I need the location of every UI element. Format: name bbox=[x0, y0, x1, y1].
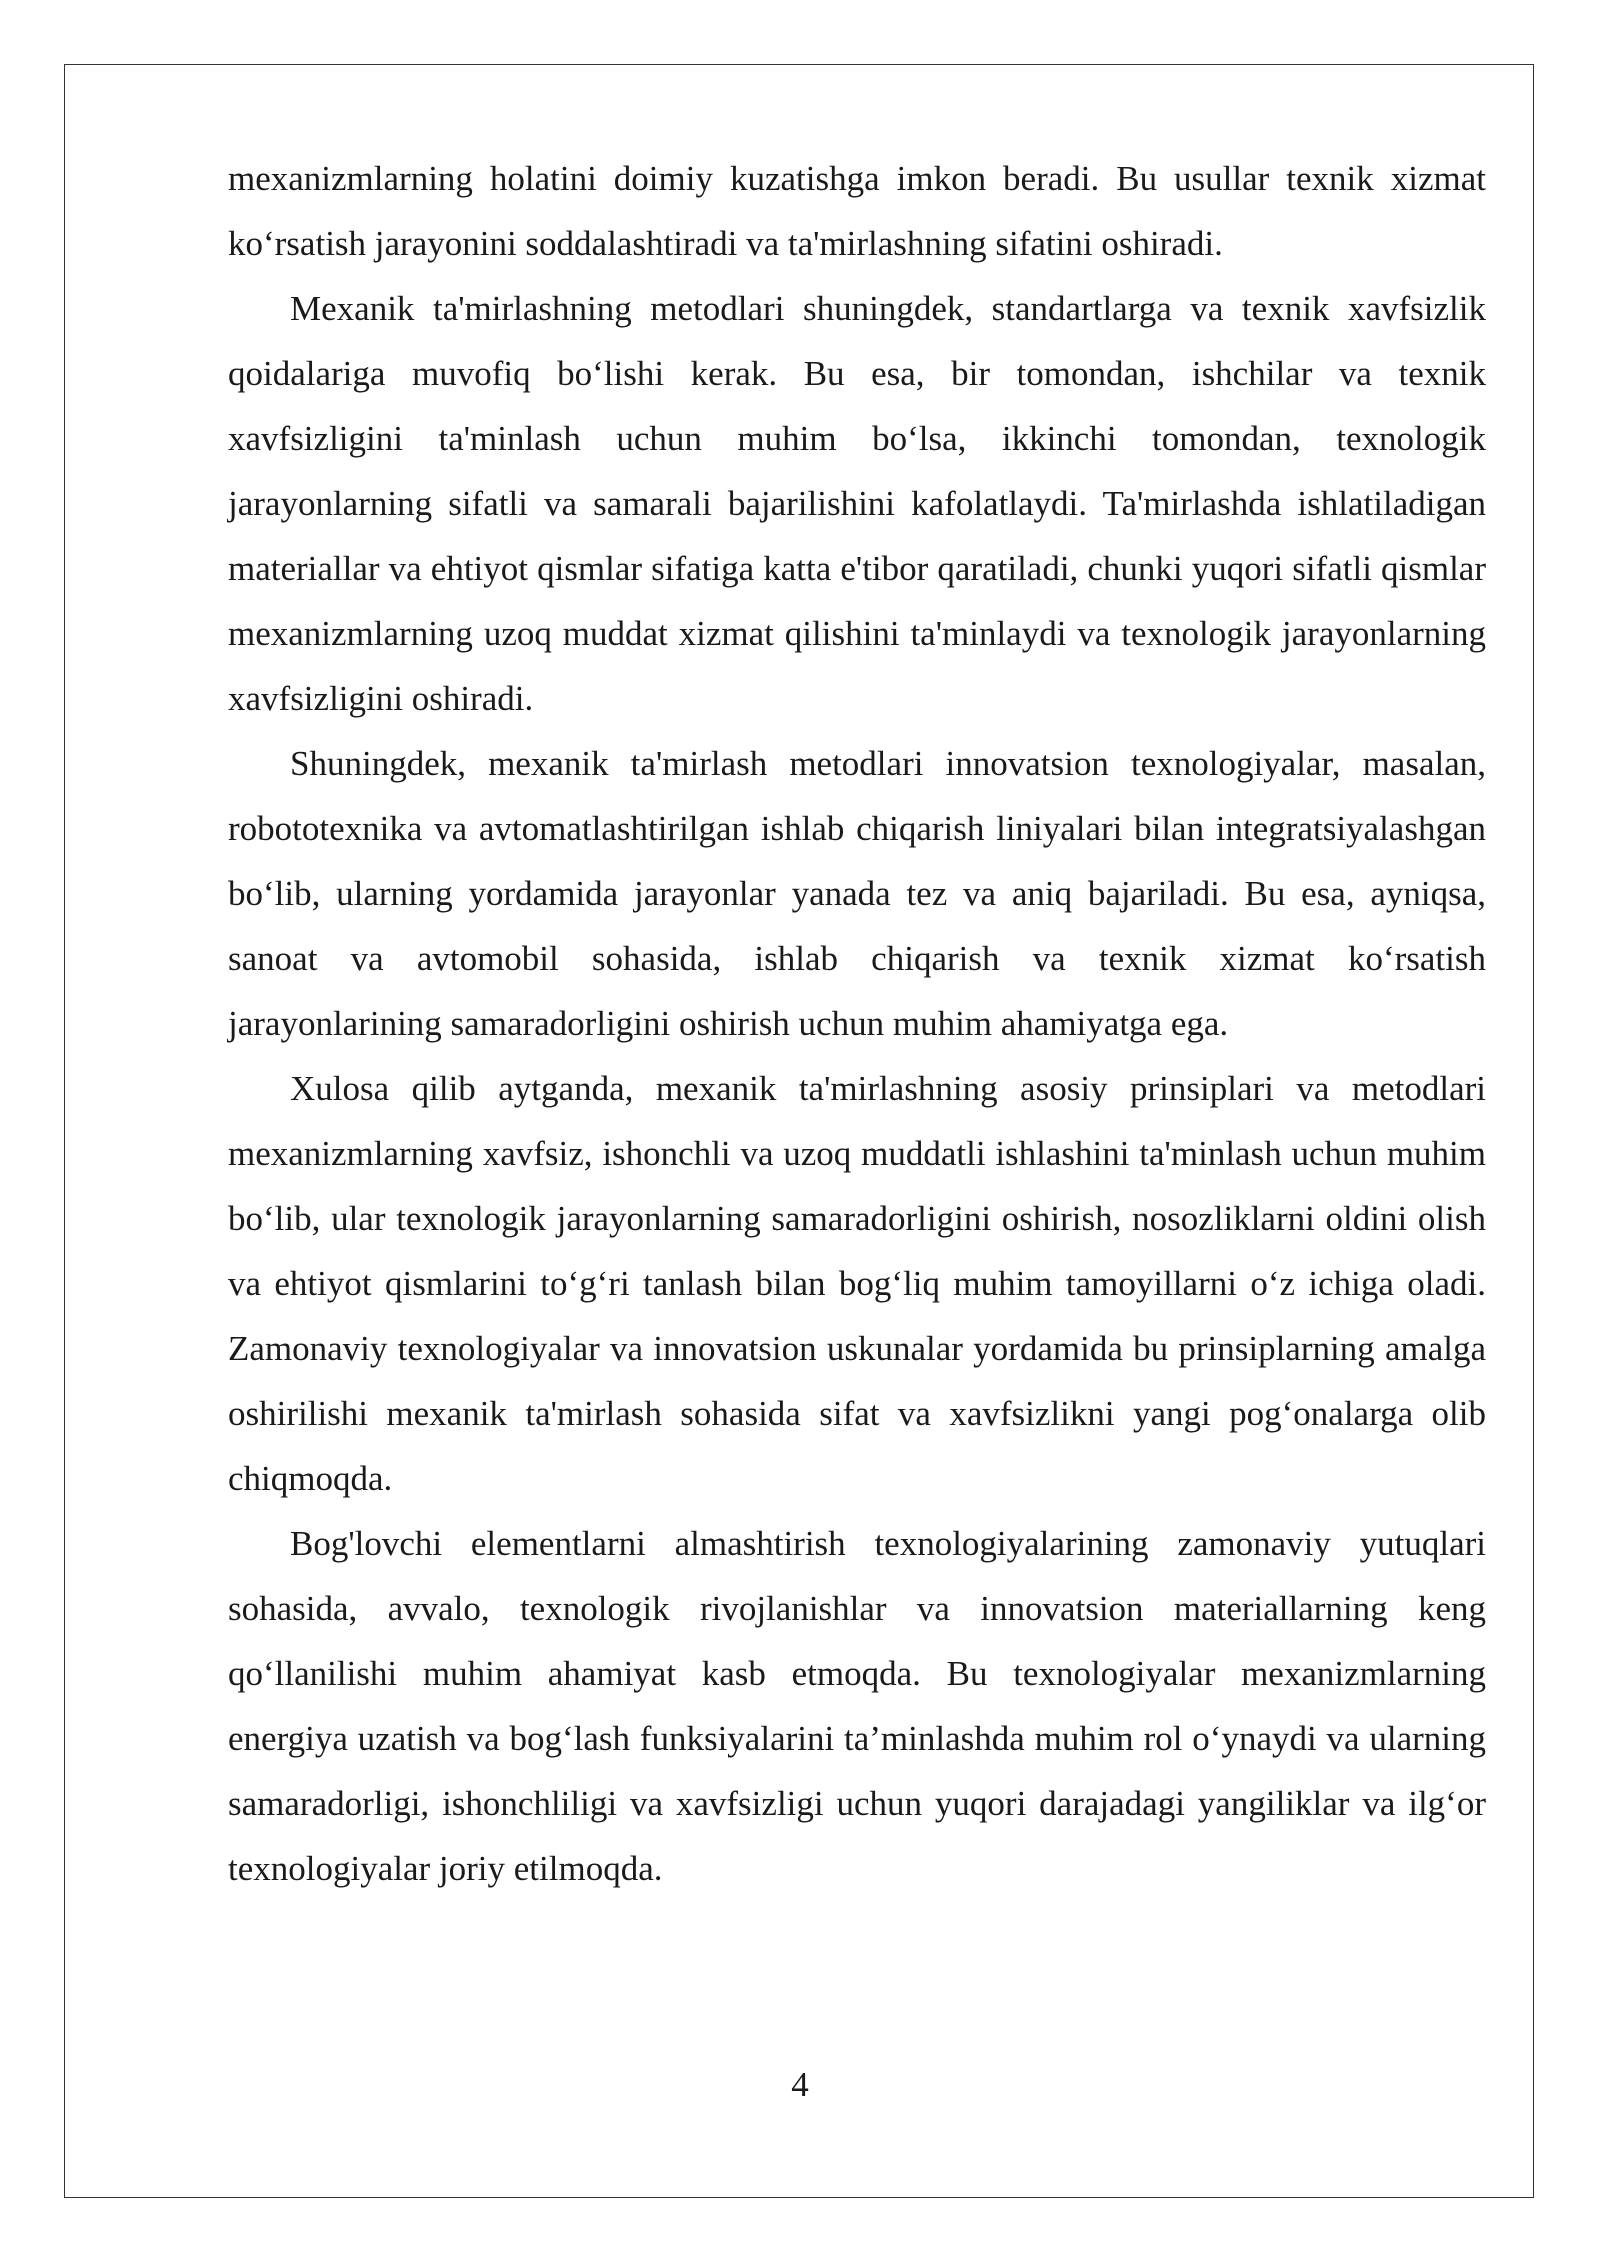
paragraph-innovative-technologies: Shuningdek, mexanik ta'mirlash metodlari innovatsion texnologiyalar, masalan, robototexnika va avtomatlashtirilgan ishlab chiqarish liniyalari bilan integratsiyalashgan boʻlib, ularning yordamida jarayonlar yanada tez va aniq bajariladi. Bu esa, ayniqsa, sanoat va avtomobil sohasida, ishlab chiqarish va texnik xizmat koʻrsatish jarayonlarining samaradorligini oshirish uchun muhim ahamiyatga ega. bbox=[228, 744, 1486, 1043]
document-body bbox=[228, 146, 1486, 1901]
page-number: 4 bbox=[791, 2065, 809, 2104]
paragraph-repair-methods-standards: Mexanik ta'mirlashning metodlari shuningdek, standartlarga va texnik xavfsizlik qoidalariga muvofiq boʻlishi kerak. Bu esa, bir tomondan, ishchilar va texnik xavfsizligini ta'minlash uchun muhim boʻlsa, ikkinchi tomondan, texnologik jarayonlarning sifatli va samarali bajarilishini kafolatlaydi. Ta'mirlashda ishlatiladigan materiallar va ehtiyot qismlar sifatiga katta e'tibor qaratiladi, chunki yuqori sifatli qismlar mexanizmlarning uzoq muddat xizmat qilishini ta'minlaydi va texnologik jarayonlarning xavfsizligini oshiradi. bbox=[228, 289, 1486, 718]
paragraph-continuation: mexanizmlarning holatini doimiy kuzatishga imkon beradi. Bu usullar texnik xizmat koʻrsatish jarayonini soddalashtiradi va ta'mirlashning sifatini oshiradi. bbox=[228, 159, 1486, 263]
paragraph-conclusion: Xulosa qilib aytganda, mexanik ta'mirlashning asosiy prinsiplari va metodlari mexanizmlarning xavfsiz, ishonchli va uzoq muddatli ishlashini ta'minlash uchun muhim boʻlib, ular texnologik jarayonlarning samaradorligini oshirish, nosozliklarni oldini olish va ehtiyot qismlarini toʻgʻri tanlash bilan bogʻliq muhim tamoyillarni oʻz ichiga oladi. Zamonaviy texnologiyalar va innovatsion uskunalar yordamida bu prinsiplarning amalga oshirilishi mexanik ta'mirlash sohasida sifat va xavfsizlikni yangi pogʻonalarga olib chiqmoqda. bbox=[228, 1069, 1486, 1498]
paragraph-connecting-elements: Bog'lovchi elementlarni almashtirish texnologiyalarining zamonaviy yutuqlari sohasida, avvalo, texnologik rivojlanishlar va innovatsion materiallarning keng qoʻllanilishi muhim ahamiyat kasb etmoqda. Bu texnologiyalar mexanizmlarning energiya uzatish va bogʻlash funksiyalarini ta’minlashda muhim rol oʻynaydi va ularning samaradorligi, ishonchliligi va xavfsizligi uchun yuqori darajadagi yangiliklar va ilgʻor texnologiyalar joriy etilmoqda. bbox=[228, 1524, 1486, 1888]
